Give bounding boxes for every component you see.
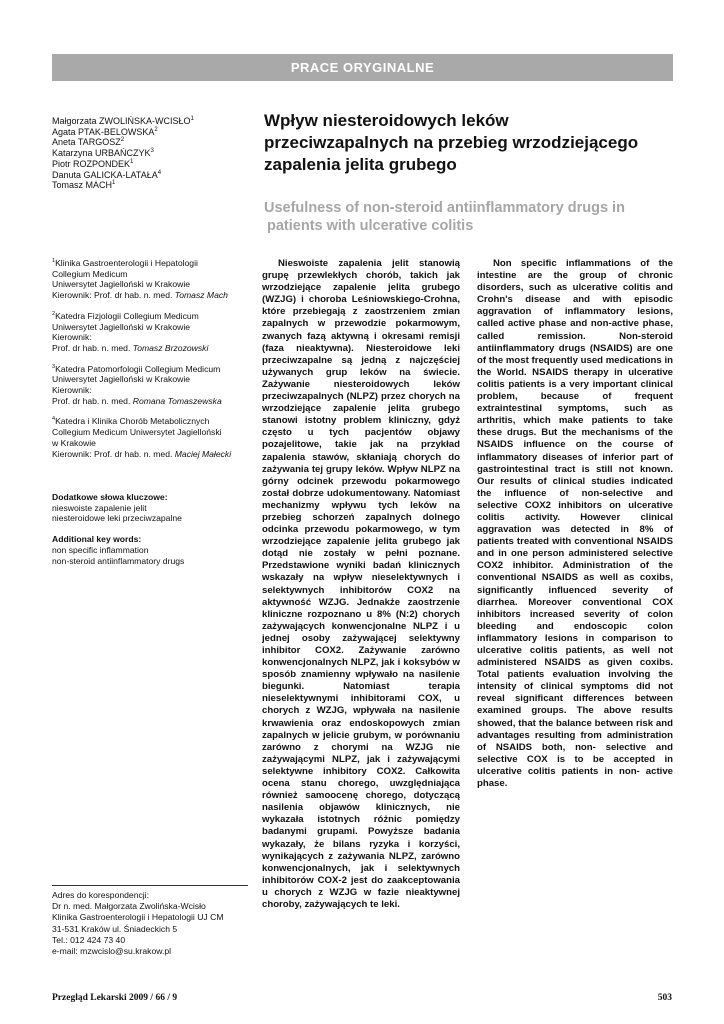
keyword: non specific inflammation (52, 544, 149, 555)
keyword: non-steroid antiinflammatory drugs (52, 555, 185, 566)
affiliation: $^4$Katedra i Klinika Chorób Metabolicznych Collegium Medicum Uniwersytet Jagielloński w Krakowie Kierownik: Prof. dr hab. n. med. Maciej Małecki (52, 416, 232, 459)
author: Agata PTAK-BELOWSKA$^2$ (52, 126, 158, 137)
abstract-en: Non specific inflammations of the intestine are the group of chronic disorders, such as ulcerative colitis and Crohn's disease and with episodic aggravation of inflammatory lesions, called active phase and non-active phase, called remission. Non-steroid antiinflammatory drugs (NSAIDS) are one of the most frequently used medications in the World. NSAIDS therapy in ulcerative colitis patients is a very important clinical problem, because of frequent extraintestinal symptoms, such as arthritis, which make patients to take these drugs. But the mechanisms of the NSAIDS influence on the course of inflammatory diseases of inferior part of gastrointestinal tract is still not known. Our results of clinical studies indicated the influence of non-selective and selective COX2 inhibitors on ulcerative colitis activity. However clinical aggravation was detected in 8% of patients treated with conventional NSAIDS and in one person administered selective COX2 inhibitor. Administration of the conventional NSAIDS as well as coxibs, significantly influenced severity of diarrhea. Moreover conventional COX inhibitors increased severity of colon bleeding and endoscopic colon inflammatory lesions in comparison to ulcerative colitis patients, as well not administered NSAIDS as given coxibs. Total patients evaluation involving the intensity of clinical symptoms did not reveal significant differences between examined groups. The above results showed, that the balance between risk and advantages resulting from administration of NSAIDS both, non- selective and selective COX is to be accepted in ulcerative colitis patients in non- active phase. (477, 258, 673, 790)
author: Katarzyna URBAŃCZYK$^3$ (52, 148, 154, 159)
keyword: nieswoiste zapalenie jelit (52, 502, 147, 513)
section-banner: PRACE ORYGINALNE (52, 54, 673, 81)
abstract-pl: Nieswoiste zapalenia jelit stanowią grupę przewlekłych chorób, takich jak wrzodziejące zapalenie jelita grubego (WZJG) i choroba Leśniowskiego-Crohna, które przebiegają z zaostrzeniem zmian zapalnych w przewodzie pokarmowym, zwanych fazą aktywną i okresami remisji (faza nieaktywna). Niesteroidowe leki przeciwzapalne są jedną z najczęściej używanych grup leków na świecie. Zażywanie niesteroidowych leków przeciwzapalnych (NLPZ) przez chorych na wrzodziejące zapalenie jelita grubego stanowi istotny problem kliniczny, gdyż często u tych pacjentów objawy pozajelitowe, takie jak na przykład zapalenia stawów, skłaniają chorych do zażywania tej grupy leków. Wpływ NLPZ na górny odcinek przewodu pokarmowego został dobrze udokumentowany. Natomiast mechanizmy wpływu tych leków na przebieg schorzeń zapalnych dolnego odcinka przewodu pokarmowego, w tym wrzodziejące zapalenie jelita grubego jak dotąd nie zostały w pełni poznane. Przedstawione wyniki badań klinicznych wskazały na wpływ nieselektywnych i selektywnych inhibitorów COX2 na aktywność WZJG. Jednakże zaostrzenie kliniczne rozpoznano u 8% (N:2) chorych zażywających konwencjonalne NLPZ i u jednej osoby zażywającej selektywny inhibitor COX2. Zażywanie zarówno konwencjonalnych NLPZ, jak i koksybów w sposób znamienny wpływało na nasilenie biegunki. Natomiast terapia nieselektywnymi inhibitorami COX, u chorych z WZJG, wpływała na nasilenie krwawienia oraz endoskopowych zmian zapalnych w jelicie grubym, w porównaniu zarówno z chorymi na WZJG nie zażywającymi NLPZ, jak i zażywającymi selektywne inhibitory COX2. Całkowita ocena stanu chorego, uwzględniająca również samoocenę chorego, dotyczącą nasilenia objawów klinicznych, nie wykazała istotnych różnic pomiędzy badanymi grupami. Powyższe badania wykazały, że bilans ryzyka i korzyści, wynikających z zażywania NLPZ, zarówno konwencjonalnych, jak i selektywnych inhibitorów COX-2 jest do zaakceptowania u chorych z WZJG w fazie nieaktywnej choroby, zażywających te leki. (262, 258, 460, 910)
keyword: niesteroidowe leki przeciwzapalne (52, 513, 182, 524)
author: Aneta TARGOSZ$^2$ (52, 137, 125, 148)
page-number: 503 (657, 993, 672, 1003)
author: Tomasz MACH$^1$ (52, 180, 116, 191)
affiliation: $^3$Katedra Patomorfologii Collegium Medicum Uniwersytet Jagielloński w Krakowie Kierownik: Prof. dr hab. n. med. Romana Tomaszewska (52, 363, 222, 406)
author: Małgorzata ZWOLIŃSKA-WCISŁO$^1$ (52, 116, 194, 126)
keywords-en-heading: Additional key words: (52, 534, 142, 545)
author-list (52, 116, 252, 191)
correspondence-address: Adres do korespondencji: Dr n. med. Małgorzata Zwolińska-Wcisło Klinika Gastroenterologii i Hepatologii UJ CM 31-531 Kraków ul. Śniadeckich 5 Tel.: 012 424 73 40 e-mail: mzwcislo@su.krakow.pl (52, 885, 248, 957)
keywords-pl-heading: Dodatkowe słowa kluczowe: (52, 492, 168, 502)
keywords (52, 492, 252, 566)
affiliations (52, 258, 252, 469)
article-title-pl: Wpływ niesteroidowych leków przeciwzapalnych na przebieg wrzodziejącego zapalenia jelita grubego (264, 111, 639, 174)
journal-footer: Przegląd Lekarski 2009 / 66 / 9 (52, 993, 178, 1003)
affiliation: $^1$Klinika Gastroenterologii i Hepatologii Collegium Medicum Uniwersytet Jagielloński w Krakowie Kierownik: Prof. dr hab. n. med. Tomasz Mach (52, 258, 228, 301)
author: Piotr ROZPONDEK$^1$ (52, 158, 134, 169)
article-title-en: Usefulness of non-steroid antiinflammatory drugs in patients with ulcerative colitis (264, 200, 625, 234)
author: Danuta GALICKA-LATAŁA$^4$ (52, 169, 162, 180)
affiliation: $^2$Katedra Fizjologii Collegium Medicum Uniwersytet Jagielloński w Krakowie Kierownik: Prof. dr hab. n. med. Tomasz Brzozowski (52, 310, 209, 353)
